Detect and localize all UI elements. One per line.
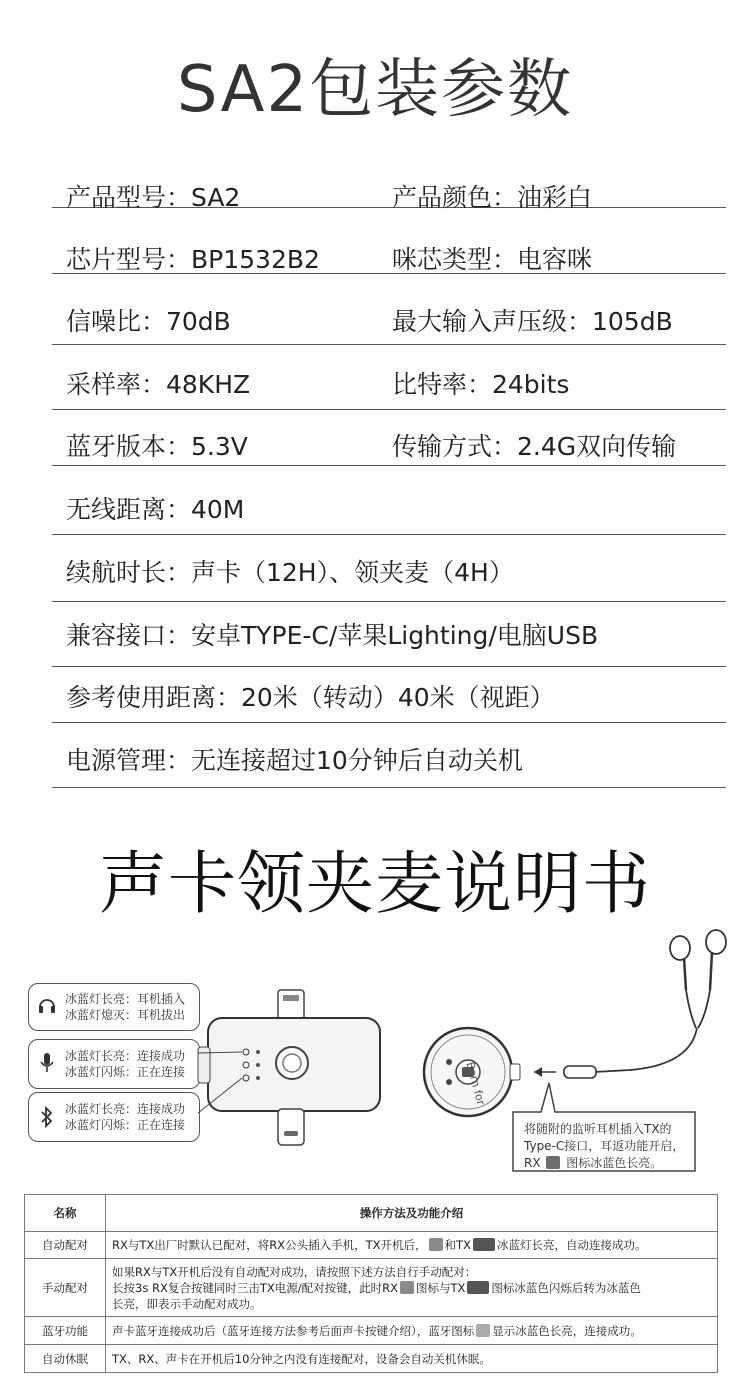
spec-title: SA2包装参数 xyxy=(176,53,574,127)
spec-row xyxy=(52,240,726,274)
callout-line: 冰蓝灯长亮：连接成功 xyxy=(65,1049,186,1063)
row-text: 冰蓝灯长亮，自动连接成功。 xyxy=(496,1238,647,1252)
tx-note-line xyxy=(524,1155,694,1172)
row-text: 长按3s RX复合按键同时三击TX电源/配对按键，此时RX xyxy=(112,1280,398,1295)
tx-device-label: Born for xyxy=(463,1060,488,1107)
table-header: 操作方法及功能介绍 xyxy=(106,1195,718,1232)
row-name: 手动配对 xyxy=(25,1259,106,1317)
spec-right: 产品颜色：油彩白 xyxy=(392,183,593,212)
spec-left: 兼容接口：安卓TYPE-C/苹果Lighting/电脑USB xyxy=(66,621,599,650)
mic-icon xyxy=(400,1281,414,1294)
manual-title: 声卡领夹麦说明书 xyxy=(98,845,651,924)
spec-right: 传输方式：2.4G双向传输 xyxy=(392,432,677,461)
spec-left: 蓝牙版本：5.3V xyxy=(66,432,248,461)
row-text: 声卡蓝牙连接成功后（蓝牙连接方法参考后面声卡按键介绍），蓝牙图标 xyxy=(112,1323,475,1338)
spec-row xyxy=(52,365,726,410)
mic-icon xyxy=(429,1238,443,1251)
spec-row xyxy=(52,178,726,212)
row-desc xyxy=(106,1317,718,1345)
row-name: 自动休眠 xyxy=(25,1345,106,1373)
link-icon xyxy=(467,1281,489,1294)
tx-note-line: Type-C接口，耳返功能开启， xyxy=(524,1139,685,1153)
mic-icon xyxy=(39,1052,55,1074)
earphones-drawing xyxy=(520,920,740,1085)
row-text: 显示冰蓝色长亮，连接成功。 xyxy=(492,1323,642,1338)
spec-row xyxy=(52,302,726,345)
spec-right: 最大输入声压级：105dB xyxy=(392,307,673,336)
receiver-device-drawing xyxy=(190,985,390,1155)
table-header-row xyxy=(25,1195,718,1232)
spec-row xyxy=(52,616,726,667)
spec-left: 参考使用距离：20米（转动）40米（视距） xyxy=(66,683,555,712)
row-text: 图标与TX xyxy=(415,1280,466,1295)
row-text: RX与TX出厂时默认已配对，将RX公头插入手机，TX开机后， xyxy=(112,1238,427,1252)
operations-table xyxy=(24,1194,718,1373)
bluetooth-callout xyxy=(28,1092,200,1142)
spec-row xyxy=(52,553,726,602)
tx-note-rx: RX xyxy=(524,1156,541,1170)
spec-right: 比特率：24bits xyxy=(392,370,570,399)
callout-line: 冰蓝灯长亮：连接成功 xyxy=(65,1102,186,1116)
table-row xyxy=(25,1259,718,1317)
bluetooth-icon xyxy=(476,1324,490,1337)
callout-line: 冰蓝灯长亮：耳机插入 xyxy=(65,992,186,1006)
link-icon xyxy=(473,1238,495,1251)
mic-callout xyxy=(28,1039,200,1089)
spec-left: 产品型号：SA2 xyxy=(66,183,241,212)
table-header: 名称 xyxy=(25,1195,106,1232)
callout-line: 冰蓝灯闪烁：正在连接 xyxy=(65,1065,186,1079)
callout-line: 冰蓝灯熄灭：耳机拔出 xyxy=(65,1008,186,1022)
callout-line: 冰蓝灯闪烁：正在连接 xyxy=(65,1118,186,1132)
spec-left: 电源管理：无连接超过10分钟后自动关机 xyxy=(66,746,523,775)
spec-row xyxy=(52,741,726,788)
spec-left: 芯片型号：BP1532B2 xyxy=(66,245,320,274)
headphone-callout xyxy=(28,983,200,1031)
spec-row xyxy=(52,678,726,723)
table-row xyxy=(25,1345,718,1373)
tx-note-line: 将随附的监听耳机插入TX的 xyxy=(524,1122,672,1136)
spec-left: 续航时长：声卡（12H）、领夹麦（4H） xyxy=(66,558,514,587)
spec-row xyxy=(52,490,726,535)
headphone-icon xyxy=(546,1156,560,1169)
tx-note-text: 图标冰蓝色长亮。 xyxy=(566,1156,663,1170)
row-desc xyxy=(106,1232,718,1259)
row-text xyxy=(112,1280,711,1296)
row-text: 和TX xyxy=(444,1238,471,1252)
row-name: 自动配对 xyxy=(25,1232,106,1259)
spec-row xyxy=(52,427,726,466)
tx-note xyxy=(524,1121,694,1172)
table-row xyxy=(25,1232,718,1259)
spec-left: 信噪比：70dB xyxy=(66,307,231,336)
row-desc: TX、RX、声卡在开机后10分钟之内没有连接配对，设备会自动关机休眠。 xyxy=(106,1345,718,1373)
row-name: 蓝牙功能 xyxy=(25,1317,106,1345)
row-text: 如果RX与TX开机后没有自动配对成功，请按照下述方法自行手动配对： xyxy=(112,1264,477,1279)
row-desc xyxy=(106,1259,718,1317)
headphone-icon xyxy=(37,995,57,1015)
row-text: 长亮，即表示手动配对成功。 xyxy=(112,1296,262,1311)
table-row xyxy=(25,1317,718,1345)
row-text: 图标冰蓝色闪烁后转为冰蓝色 xyxy=(491,1280,641,1295)
spec-left: 无线距离：40M xyxy=(66,495,245,524)
bluetooth-icon xyxy=(40,1106,54,1128)
spec-left: 采样率：48KHZ xyxy=(66,370,251,399)
spec-right: 咪芯类型：电容咪 xyxy=(392,245,593,274)
